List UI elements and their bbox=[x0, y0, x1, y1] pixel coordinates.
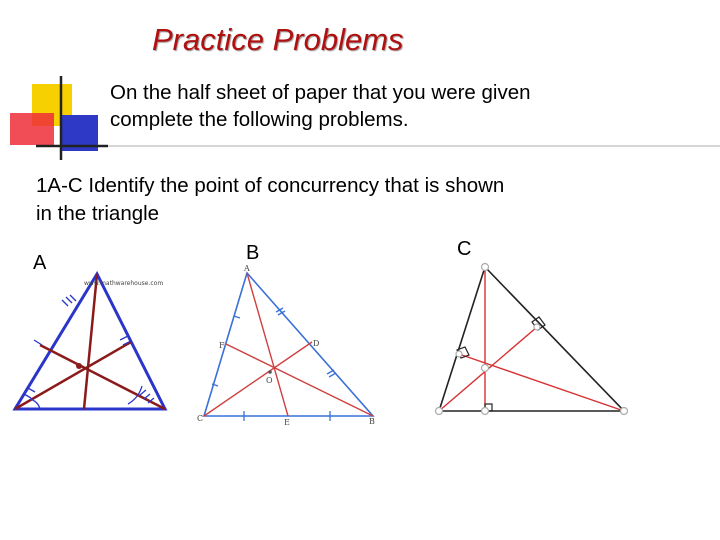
triangle-c-segments bbox=[439, 267, 624, 411]
triangle-b-point-e: E bbox=[284, 418, 290, 427]
triangle-b-point-o: O bbox=[266, 376, 273, 385]
triangle-c-figure bbox=[436, 264, 628, 415]
triangle-b-point-d: D bbox=[313, 339, 320, 348]
problem-line-2: in the triangle bbox=[36, 202, 160, 225]
triangle-a-centroid bbox=[76, 363, 82, 369]
triangle-a-figure bbox=[15, 274, 165, 409]
figure-b-label: B bbox=[246, 242, 260, 264]
problem-line-1: 1A-C Identify the point of concurrency that is shown bbox=[36, 174, 505, 197]
intro-line-1: On the half sheet of paper that you were given bbox=[110, 81, 531, 104]
triangle-a-watermark: www.mathwarehouse.com bbox=[84, 280, 164, 287]
triangle-c-points bbox=[436, 264, 628, 415]
triangle-b-outline bbox=[204, 273, 373, 416]
figure-c-label: C bbox=[457, 238, 472, 260]
triangle-b-point-f: F bbox=[219, 341, 225, 350]
triangle-b-figure bbox=[197, 264, 375, 427]
page-title: Practice Problems bbox=[152, 22, 404, 57]
triangle-b-center-point bbox=[268, 370, 272, 374]
triangle-b-vertex-right: B bbox=[369, 417, 375, 426]
figure-a-label: A bbox=[33, 252, 47, 274]
triangle-c-outline bbox=[439, 267, 624, 411]
triangle-b-segments bbox=[204, 273, 373, 416]
intro-line-2: complete the following problems. bbox=[110, 108, 409, 131]
triangle-b-vertex-left: C bbox=[197, 414, 204, 423]
triangle-b-vertex-top: A bbox=[244, 264, 250, 273]
